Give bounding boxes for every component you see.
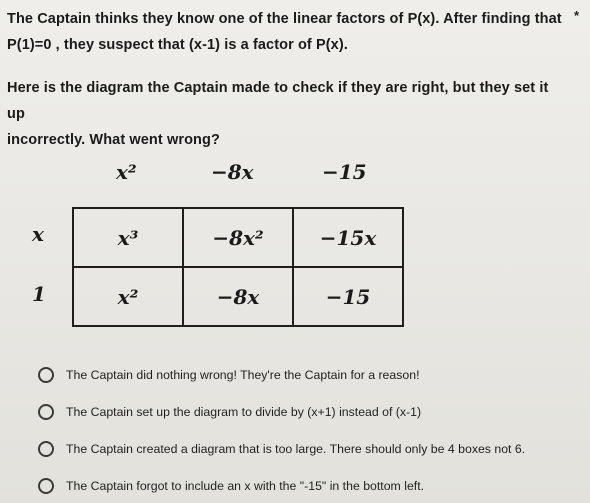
question-line-4: incorrectly. What went wrong? <box>7 132 220 148</box>
radio-button[interactable] <box>38 404 54 420</box>
question-line-1: The Captain thinks they know one of the linear factors of P(x). After finding that <box>7 11 562 27</box>
column-header-3: −15 <box>322 160 367 184</box>
answer-choice-2[interactable] <box>38 393 583 430</box>
diagram-cell: x³ <box>73 208 183 267</box>
question-line-3: Here is the diagram the Captain made to check if they are right, but they set it up <box>7 80 549 122</box>
area-diagram <box>72 207 404 327</box>
radio-button[interactable] <box>38 367 54 383</box>
answer-choice-1[interactable] <box>38 356 583 393</box>
choice-label: The Captain set up the diagram to divide by (x+1) instead of (x-1) <box>66 404 422 419</box>
choice-label: The Captain did nothing wrong! They're the Captain for a reason! <box>66 367 420 382</box>
diagram-cell: −8x² <box>183 208 293 267</box>
question-text <box>7 6 567 153</box>
radio-button[interactable] <box>38 441 54 457</box>
diagram-cell: −8x <box>183 267 293 326</box>
diagram-row <box>73 267 403 326</box>
answer-choice-3[interactable] <box>38 430 583 467</box>
row-header-2: 1 <box>32 282 46 306</box>
row-header-1: x <box>32 222 44 246</box>
diagram-cell: −15 <box>293 267 403 326</box>
diagram-cell: −15x <box>293 208 403 267</box>
column-header-2: −8x <box>211 160 254 184</box>
choice-label: The Captain forgot to include an x with the "-15" in the bottom left. <box>66 478 425 493</box>
answer-choice-4[interactable] <box>38 467 583 503</box>
required-marker: * <box>574 8 580 23</box>
diagram-cell: x² <box>73 267 183 326</box>
column-header-1: x² <box>116 160 137 184</box>
answer-choices <box>38 356 583 503</box>
radio-button[interactable] <box>38 478 54 494</box>
question-line-2: P(1)=0 , they suspect that (x-1) is a factor of P(x). <box>7 37 348 53</box>
diagram-row <box>73 208 403 267</box>
choice-label: The Captain created a diagram that is too large. There should only be 4 boxes not 6. <box>66 441 526 456</box>
